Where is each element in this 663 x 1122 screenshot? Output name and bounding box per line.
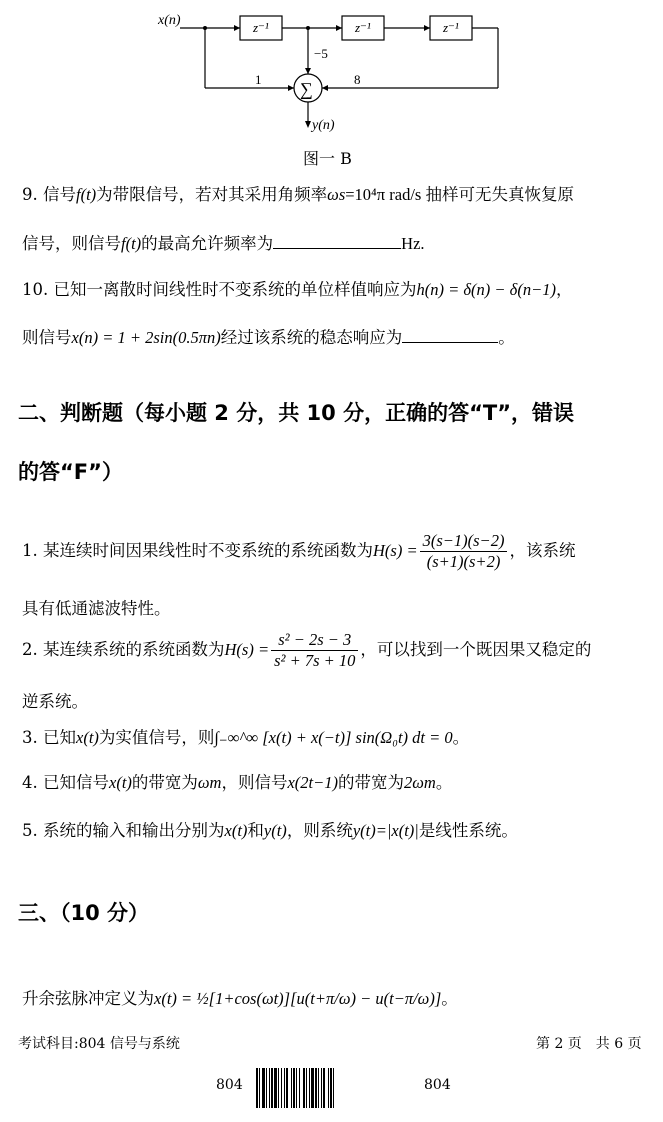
j5-text-1: 5. 系统的输入和输出分别为 xyxy=(22,821,225,840)
gain-8-label: 8 xyxy=(354,72,361,87)
question-10-line-1 xyxy=(22,276,572,300)
j5-and: 和 xyxy=(247,821,264,840)
j4-text-3: ，则信号 xyxy=(221,773,288,792)
q9-text-1: 9. 信号 xyxy=(22,185,76,204)
delay-label-2: z⁻¹ xyxy=(355,20,371,35)
q9-answer-blank[interactable] xyxy=(273,248,401,249)
barcode xyxy=(256,1068,412,1108)
gain-1-label: 1 xyxy=(255,72,262,87)
q10-xn: x(n) = 1 + 2sin(0.5πn) xyxy=(71,328,221,347)
j5-xt: x(t) xyxy=(224,821,248,840)
gain-minus5-label: −5 xyxy=(314,46,328,61)
j4-wm: ωm xyxy=(197,773,222,792)
j5-eq: y(t)=|x(t)| xyxy=(352,821,419,840)
question-10-line-2 xyxy=(22,324,515,348)
q10-end: 。 xyxy=(498,328,515,347)
q10-text-3: 经过该系统的稳态响应为 xyxy=(220,328,403,347)
j3-xt: x(t) xyxy=(76,728,99,747)
section-3-text xyxy=(22,985,458,1009)
judge-3-line xyxy=(22,724,469,748)
j4-end: 。 xyxy=(435,773,453,792)
q9-text-4: 信号，则信号 xyxy=(22,234,121,253)
j3-text-1: 3. 已知 xyxy=(22,728,76,747)
q10-comma: ， xyxy=(555,280,573,299)
q9-unit: Hz. xyxy=(401,234,425,253)
s3-formula: x(t) = ½[1+cos(ωt)][u(t+π/ω) − u(t−π/ω)] xyxy=(154,989,442,1008)
j2-lhs: H(s) = xyxy=(224,640,270,659)
j4-x2t: x(2t−1) xyxy=(287,773,339,792)
diagram-output-label: y(n) xyxy=(312,118,335,133)
j4-xt: x(t) xyxy=(109,773,132,792)
s3-text: 升余弦脉冲定义为 xyxy=(22,989,154,1008)
j5-yt: y(t) xyxy=(263,821,287,840)
j2-text-1: 2. 某连续系统的系统函数为 xyxy=(22,640,225,659)
j3-end: 。 xyxy=(452,728,470,747)
barcode-left-label: 804 xyxy=(216,1077,243,1093)
section-2-heading-line-1: 二、判断题（每小题 2 分，共 10 分，正确的答“T”，错误 xyxy=(18,401,575,425)
judge-4-line xyxy=(22,769,452,793)
judge-1-line-2: 具有低通滤波特性。 xyxy=(22,599,171,618)
footer-page-number: 第 2 页 共 6 页 xyxy=(536,1036,642,1052)
s3-end: 。 xyxy=(441,989,458,1008)
figure-caption: 图一 B xyxy=(303,149,352,168)
judge-5-line xyxy=(22,817,518,841)
j1-text-2: ，该系统 xyxy=(509,541,576,560)
section-2-heading-line-2: 的答“F”） xyxy=(18,460,123,484)
q10-text-1: 10. 已知一离散时间线性时不变系统的单位样值响应为 xyxy=(22,280,417,299)
q9-text-2: 为带限信号，若对其采用角频率 xyxy=(96,185,328,204)
j4-w2m: 2ωm xyxy=(404,773,436,792)
j5-text-3: 是线性系统。 xyxy=(418,821,518,840)
section-3-heading: 三、（10 分） xyxy=(18,901,150,925)
j3-integral: ∫₋∞^∞ [x(t) + x(−t)] sin(Ω₀t) dt = 0 xyxy=(214,728,453,747)
j3-text-2: 为实值信号，则 xyxy=(98,728,215,747)
question-9-line-1 xyxy=(22,181,574,205)
sum-symbol: ∑ xyxy=(300,79,313,99)
judge-1-line-1 xyxy=(22,531,575,572)
barcode-right-label: 804 xyxy=(424,1077,451,1093)
q10-hn: h(n) = δ(n) − δ(n−1) xyxy=(416,280,556,299)
j4-text-4: 的带宽为 xyxy=(338,773,405,792)
judge-2-line-2: 逆系统。 xyxy=(22,692,88,711)
q10-answer-blank[interactable] xyxy=(402,342,498,343)
j2-numerator: s² − 2s − 3 xyxy=(271,630,358,651)
q9-text-5: 的最高允许频率为 xyxy=(141,234,274,253)
q9-omega-s: ωs xyxy=(327,185,346,204)
j1-lhs: H(s) = xyxy=(373,541,418,560)
j1-text-1: 1. 某连续时间因果线性时不变系统的系统函数为 xyxy=(22,541,373,560)
j1-denominator: (s+1)(s+2) xyxy=(426,552,501,571)
j2-text-2: ，可以找到一个既因果又稳定的 xyxy=(360,640,592,659)
diagram-input-label: x(n) xyxy=(158,13,181,28)
j1-numerator: 3(s−1)(s−2) xyxy=(420,531,508,552)
question-9-line-2 xyxy=(22,230,425,254)
q9-text-3: =10⁴π rad/s 抽样可无失真恢复原 xyxy=(345,185,574,204)
j2-fraction xyxy=(271,630,358,671)
block-diagram xyxy=(150,8,510,148)
footer-subject: 考试科目:804 信号与系统 xyxy=(18,1036,180,1052)
j4-text-2: 的带宽为 xyxy=(131,773,198,792)
j1-fraction xyxy=(420,531,508,572)
q10-text-2: 则信号 xyxy=(22,328,72,347)
j4-text-1: 4. 已知信号 xyxy=(22,773,109,792)
j5-text-2: ，则系统 xyxy=(286,821,353,840)
judge-2-line-1 xyxy=(22,630,591,671)
j2-denominator: s² + 7s + 10 xyxy=(274,651,356,670)
delay-label-1: z⁻¹ xyxy=(253,20,269,35)
q9-ft-2: f(t) xyxy=(121,234,142,253)
delay-label-3: z⁻¹ xyxy=(443,20,459,35)
q9-ft-1: f(t) xyxy=(76,185,97,204)
